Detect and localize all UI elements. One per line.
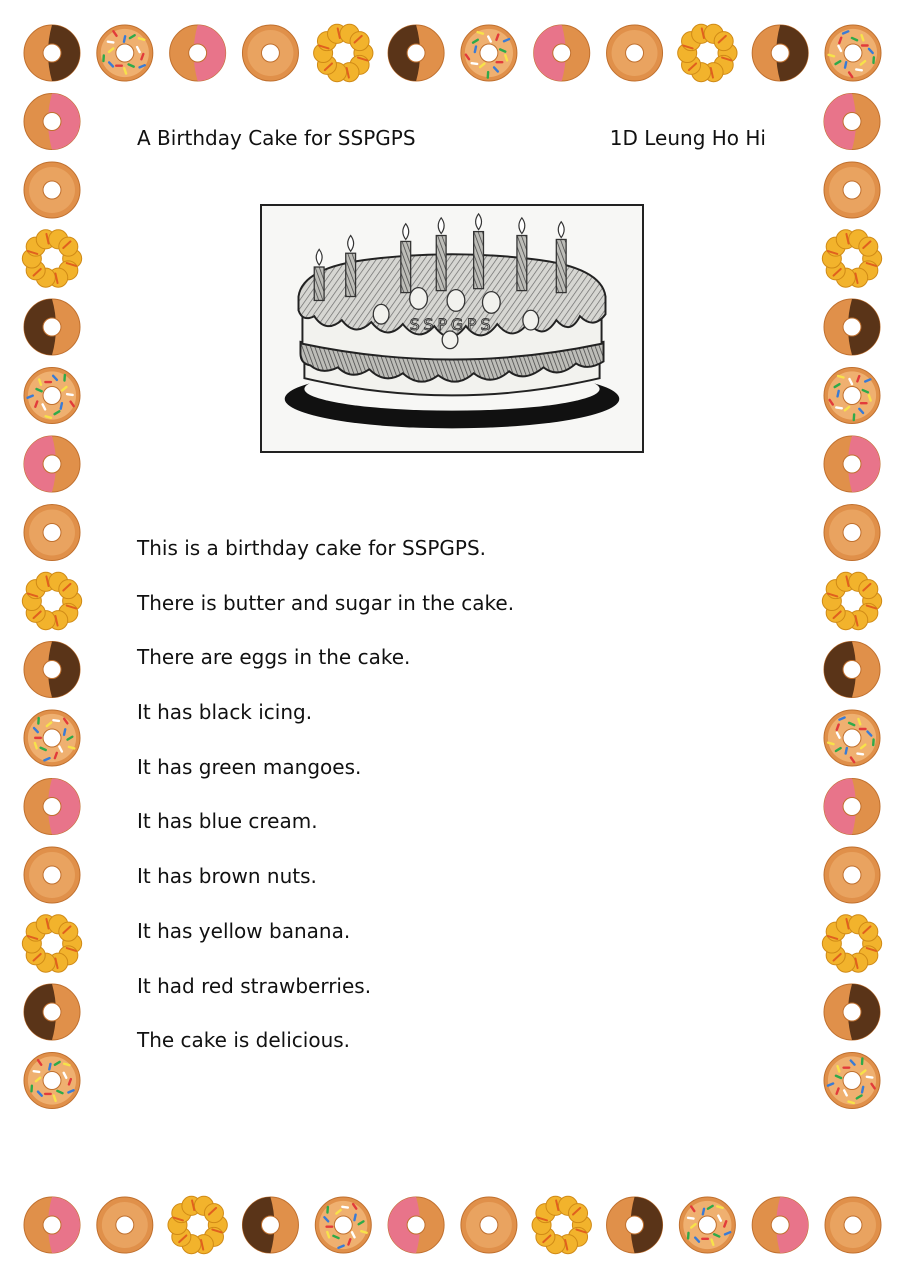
sprinkles-donut-icon — [97, 25, 153, 81]
sprinkles-donut-icon — [24, 710, 80, 766]
strawberry-donut-icon — [824, 435, 880, 493]
honey-cruller-donut-icon — [532, 1196, 591, 1253]
glazed-donut-icon — [824, 505, 880, 561]
sprinkles-donut-icon — [825, 25, 881, 81]
chocolate-donut-icon — [607, 1197, 663, 1253]
strawberry-donut-icon — [24, 1196, 80, 1254]
chocolate-donut-icon — [24, 25, 80, 81]
honey-cruller-donut-icon — [22, 572, 81, 629]
sprinkles-donut-icon — [461, 25, 517, 81]
cake-lettering: SSPGPS — [409, 314, 495, 334]
chocolate-donut-icon — [824, 642, 880, 698]
chocolate-donut-icon — [24, 642, 80, 698]
glazed-donut-icon — [461, 1197, 517, 1253]
chocolate-donut-icon — [824, 299, 880, 355]
document-title: A Birthday Cake for SSPGPS — [137, 126, 416, 150]
glazed-donut-icon — [824, 162, 880, 218]
honey-cruller-donut-icon — [822, 230, 881, 287]
strawberry-donut-icon — [24, 777, 80, 835]
author-name: 1D Leung Ho Hi — [609, 126, 766, 150]
chocolate-donut-icon — [388, 25, 444, 81]
sentence: The cake is delicious. — [137, 1028, 351, 1053]
glazed-donut-icon — [24, 505, 80, 561]
sentence: It has blue cream. — [137, 809, 318, 834]
sprinkles-donut-icon — [24, 1053, 80, 1109]
glazed-donut-icon — [825, 1197, 881, 1253]
sentence: There are eggs in the cake. — [137, 645, 411, 670]
sentence: It has brown nuts. — [137, 864, 317, 889]
honey-cruller-donut-icon — [678, 24, 737, 81]
glazed-donut-icon — [242, 25, 298, 81]
sentence: It has green mangoes. — [137, 754, 362, 779]
strawberry-donut-icon — [170, 24, 226, 82]
strawberry-donut-icon — [824, 92, 880, 150]
strawberry-donut-icon — [752, 1196, 808, 1254]
honey-cruller-donut-icon — [822, 572, 881, 629]
honey-cruller-donut-icon — [22, 230, 81, 287]
chocolate-donut-icon — [242, 1197, 298, 1253]
sentence: It had red strawberries. — [137, 973, 372, 998]
strawberry-donut-icon — [388, 1196, 444, 1254]
sentence: This is a birthday cake for SSPGPS. — [137, 536, 487, 560]
strawberry-donut-icon — [534, 24, 590, 82]
chocolate-donut-icon — [24, 299, 80, 355]
glazed-donut-icon — [24, 847, 80, 903]
chocolate-donut-icon — [824, 984, 880, 1040]
sentence: It has yellow banana. — [137, 918, 351, 943]
honey-cruller-donut-icon — [314, 24, 373, 81]
sprinkles-donut-icon — [824, 1053, 880, 1109]
glazed-donut-icon — [24, 162, 80, 218]
sprinkles-donut-icon — [315, 1197, 371, 1253]
glazed-donut-icon — [607, 25, 663, 81]
chocolate-donut-icon — [752, 25, 808, 81]
honey-cruller-donut-icon — [168, 1196, 227, 1253]
sprinkles-donut-icon — [824, 710, 880, 766]
honey-cruller-donut-icon — [822, 915, 881, 972]
glazed-donut-icon — [824, 847, 880, 903]
glazed-donut-icon — [97, 1197, 153, 1253]
strawberry-donut-icon — [824, 777, 880, 835]
honey-cruller-donut-icon — [22, 915, 81, 972]
sentence-list — [137, 533, 514, 1080]
sentence: There is butter and sugar in the cake. — [137, 590, 515, 615]
strawberry-donut-icon — [24, 435, 80, 493]
strawberry-donut-icon — [24, 92, 80, 150]
chocolate-donut-icon — [24, 984, 80, 1040]
sprinkles-donut-icon — [679, 1197, 735, 1253]
sentence: It has black icing. — [137, 700, 313, 725]
cake-drawing — [260, 204, 644, 453]
sprinkles-donut-icon — [824, 368, 880, 424]
sprinkles-donut-icon — [24, 368, 80, 424]
